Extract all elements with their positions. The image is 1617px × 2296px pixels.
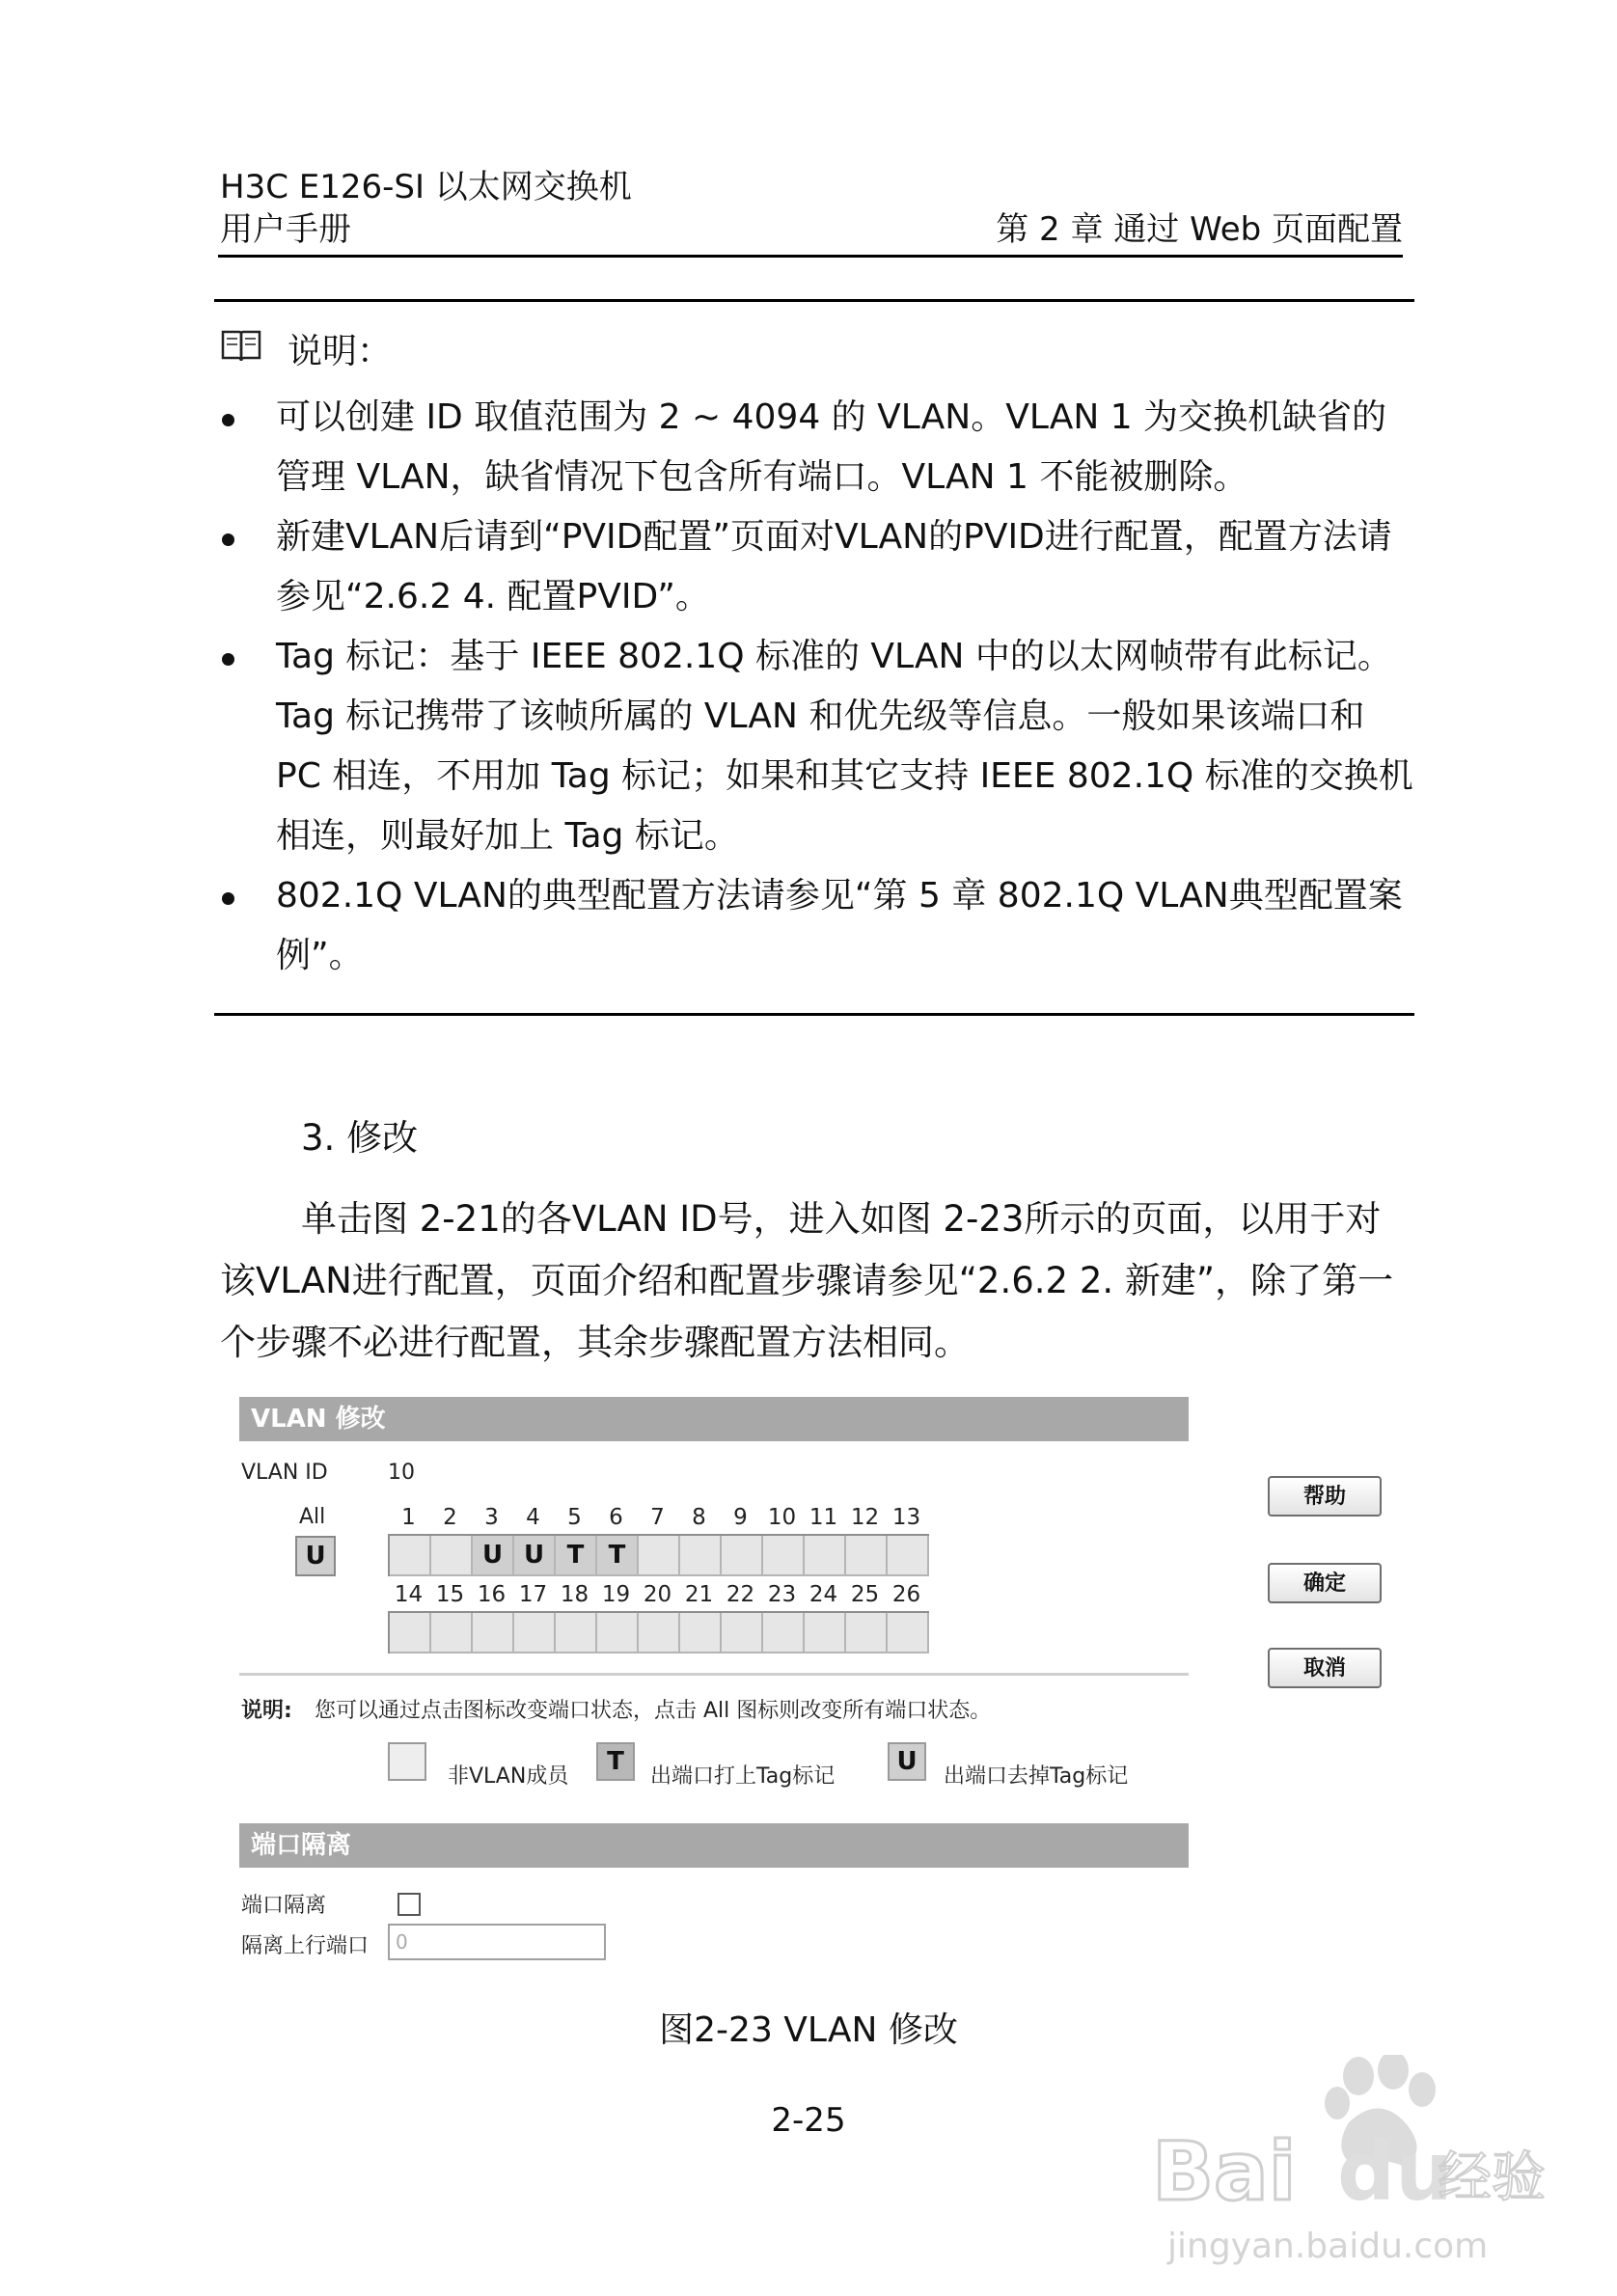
port-number: 14 <box>394 1582 424 1607</box>
book-icon <box>220 326 262 369</box>
uplink-port-label: 隔离上行端口 <box>241 1934 370 1958</box>
svg-text:du: du <box>1337 2124 1453 2219</box>
port-cell-14[interactable] <box>390 1613 431 1654</box>
legend-untag-box: U <box>888 1742 926 1781</box>
port-cell-21[interactable] <box>680 1613 722 1654</box>
port-number: 5 <box>567 1505 582 1530</box>
vlan-modify-title-bar: VLAN 修改 <box>239 1397 1189 1441</box>
port-cell-19[interactable] <box>597 1613 639 1654</box>
section-heading: 3. 修改 <box>301 1117 419 1159</box>
vlan-modify-figure <box>239 1397 1397 1976</box>
port-number: 9 <box>733 1505 748 1530</box>
port-cell-17[interactable] <box>514 1613 556 1654</box>
port-cell-20[interactable] <box>639 1613 680 1654</box>
port-number: 12 <box>850 1505 880 1530</box>
note-top-rule <box>214 299 1414 302</box>
port-number: 23 <box>767 1582 797 1607</box>
svg-text:jingyan.baidu.com: jingyan.baidu.com <box>1167 2227 1489 2266</box>
figure-separator <box>239 1673 1189 1676</box>
port-cell-4[interactable]: U <box>514 1536 556 1576</box>
vlan-id-label: VLAN ID <box>241 1461 328 1485</box>
vlan-id-value: 10 <box>388 1461 415 1485</box>
baidu-watermark-logo <box>1148 2055 1553 2277</box>
port-isolation-label: 端口隔离 <box>241 1894 327 1918</box>
header-rule <box>218 255 1403 258</box>
port-cell-6[interactable]: T <box>597 1536 639 1576</box>
cancel-button[interactable]: 取消 <box>1268 1648 1382 1688</box>
port-numbers-row2 <box>388 1582 927 1607</box>
svg-text:Bai: Bai <box>1152 2124 1297 2219</box>
note-item: Tag 标记：基于 IEEE 802.1Q 标准的 VLAN 中的以太网帧带有此标记。Tag 标记携带了该帧所属的 VLAN 和优先级等信息。一般如果该端口和 PC 相连，不用加 Tag 标记；如果和其它支持 IEEE 802.1Q 标准的交换机相连，则最好加上 Tag 标记。 <box>214 627 1420 866</box>
port-cell-23[interactable] <box>763 1613 805 1654</box>
header-manual: 用户手册 <box>220 210 351 249</box>
port-number: 2 <box>443 1505 457 1530</box>
port-cell-5[interactable]: T <box>556 1536 597 1576</box>
port-number: 21 <box>684 1582 714 1607</box>
port-number: 15 <box>435 1582 465 1607</box>
port-cell-11[interactable] <box>805 1536 846 1576</box>
note-item: 802.1Q VLAN的典型配置方法请参见“第 5 章 802.1Q VLAN典型配置案例”。 <box>214 866 1420 986</box>
port-cell-22[interactable] <box>722 1613 763 1654</box>
port-cells-row1 <box>388 1534 929 1576</box>
figure-caption: 图2-23 VLAN 修改 <box>659 2010 958 2050</box>
port-number: 16 <box>477 1582 507 1607</box>
port-cell-12[interactable] <box>846 1536 888 1576</box>
instructions-text: 您可以通过点击图标改变端口状态，点击 All 图标则改变所有端口状态。 <box>315 1699 992 1723</box>
port-cell-7[interactable] <box>639 1536 680 1576</box>
port-number: 18 <box>560 1582 589 1607</box>
port-cell-2[interactable] <box>431 1536 473 1576</box>
port-number: 13 <box>891 1505 921 1530</box>
port-cell-24[interactable] <box>805 1613 846 1654</box>
svg-text:经验: 经验 <box>1438 2146 1546 2209</box>
note-item: 新建VLAN后请到“PVID配置”页面对VLAN的PVID进行配置，配置方法请参见“2.6.2 4. 配置PVID”。 <box>214 507 1420 627</box>
legend-non-member-text: 非VLAN成员 <box>448 1764 569 1789</box>
port-number: 25 <box>850 1582 880 1607</box>
port-isolation-bar: 端口隔离 <box>239 1823 1189 1868</box>
note-item: 可以创建 ID 取值范围为 2 ~ 4094 的 VLAN。VLAN 1 为交换机缺省的管理 VLAN，缺省情况下包含所有端口。VLAN 1 不能被删除。 <box>214 388 1420 507</box>
port-cell-3[interactable]: U <box>473 1536 514 1576</box>
port-cell-16[interactable] <box>473 1613 514 1654</box>
legend-tag-box: T <box>596 1742 635 1781</box>
instructions-label: 说明: <box>241 1699 292 1723</box>
port-numbers-row1 <box>388 1505 927 1530</box>
port-number: 19 <box>601 1582 631 1607</box>
port-cell-8[interactable] <box>680 1536 722 1576</box>
port-cell-26[interactable] <box>888 1613 929 1654</box>
port-number: 26 <box>891 1582 921 1607</box>
port-number: 20 <box>643 1582 672 1607</box>
port-cell-13[interactable] <box>888 1536 929 1576</box>
port-cell-1[interactable] <box>390 1536 431 1576</box>
port-number: 3 <box>484 1505 499 1530</box>
port-number: 6 <box>609 1505 623 1530</box>
header-chapter: 第 2 章 通过 Web 页面配置 <box>996 210 1403 249</box>
port-number: 17 <box>518 1582 548 1607</box>
port-cell-25[interactable] <box>846 1613 888 1654</box>
note-bottom-rule <box>214 1013 1414 1016</box>
port-number: 1 <box>401 1505 416 1530</box>
port-number: 8 <box>692 1505 706 1530</box>
all-label: All <box>299 1505 326 1529</box>
port-cell-18[interactable] <box>556 1613 597 1654</box>
port-cell-10[interactable] <box>763 1536 805 1576</box>
port-number: 24 <box>808 1582 838 1607</box>
port-number: 22 <box>726 1582 755 1607</box>
legend-tag-text: 出端口打上Tag标记 <box>650 1764 836 1789</box>
port-cell-9[interactable] <box>722 1536 763 1576</box>
port-number: 4 <box>526 1505 540 1530</box>
header-product: H3C E126-SI 以太网交换机 <box>220 168 632 206</box>
all-ports-toggle[interactable]: U <box>295 1536 336 1576</box>
help-button[interactable]: 帮助 <box>1268 1476 1382 1517</box>
port-number: 11 <box>808 1505 838 1530</box>
port-number: 10 <box>767 1505 797 1530</box>
port-cell-15[interactable] <box>431 1613 473 1654</box>
note-list <box>214 388 1420 986</box>
ok-button[interactable]: 确定 <box>1268 1563 1382 1603</box>
uplink-port-input[interactable]: 0 <box>388 1924 606 1960</box>
section-paragraph: 单击图 2-21的各VLAN ID号，进入如图 2-23所示的页面，以用于对该VLAN进行配置，页面介绍和配置步骤请参见“2.6.2 2. 新建”，除了第一个步骤不必进行配置，其余步骤配置方法相同。 <box>220 1198 1394 1363</box>
legend-untag-text: 出端口去掉Tag标记 <box>944 1764 1129 1789</box>
legend-non-member-box <box>388 1742 426 1781</box>
page-number: 2-25 <box>771 2101 846 2140</box>
port-isolation-checkbox[interactable] <box>397 1893 421 1916</box>
port-cells-row2 <box>388 1611 929 1654</box>
note-title: 说明： <box>288 332 393 371</box>
port-number: 7 <box>650 1505 665 1530</box>
